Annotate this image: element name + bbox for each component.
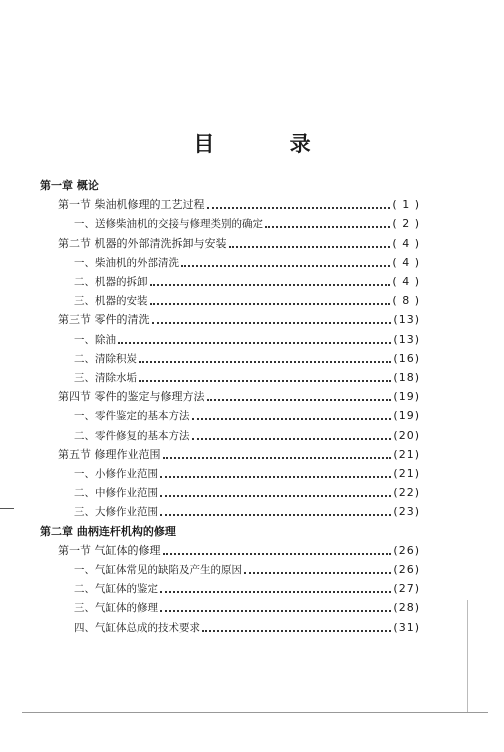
toc-entry-title: 第一节 气缸体的修理	[58, 543, 161, 557]
toc-entry-title: 二、清除积炭	[74, 352, 137, 365]
dot-leader	[163, 553, 392, 555]
toc-page-number: ( 4 )	[392, 255, 420, 269]
dot-leader	[160, 514, 391, 516]
toc-page-number: ( 4 )	[392, 275, 420, 288]
dot-leader	[160, 495, 391, 497]
toc-entry-title: 三、机器的安装	[74, 295, 148, 308]
toc-entry-title: 第二章 曲柄连杆机构的修理	[40, 524, 176, 538]
dot-leader	[163, 457, 392, 459]
dot-leader	[150, 303, 391, 305]
toc-page-number: (22)	[393, 486, 420, 500]
toc-page-number: (13)	[393, 313, 420, 327]
dot-leader	[150, 284, 391, 286]
toc-page-number: (21)	[393, 467, 420, 480]
dot-leader	[181, 265, 390, 267]
dot-leader	[192, 438, 392, 440]
toc-page-number: ( 2 )	[392, 217, 420, 231]
toc-section-row	[58, 443, 420, 462]
toc-item-row	[74, 251, 420, 270]
toc-item-row	[74, 270, 420, 289]
dot-leader	[202, 630, 391, 632]
toc-page-number: (28)	[393, 601, 420, 615]
toc-item-row	[74, 596, 420, 615]
dot-leader	[160, 610, 391, 612]
toc-entry-title: 三、大修作业范围	[74, 506, 158, 519]
toc-item-row	[74, 404, 420, 423]
dot-leader	[139, 361, 391, 363]
toc-section-row	[58, 232, 420, 251]
toc-entry-title: 一、送修柴油机的交接与修理类别的确定	[74, 218, 263, 231]
dot-leader	[244, 572, 391, 574]
toc-page-number: (19)	[393, 409, 420, 423]
toc-page-number: ( 8 )	[392, 294, 420, 308]
dot-leader	[160, 476, 391, 478]
toc-item-row	[74, 558, 420, 577]
toc-entry-title: 第五节 修理作业范围	[58, 447, 161, 461]
toc-page-number: (23)	[393, 505, 420, 519]
toc-entry-title: 二、气缸体的鉴定	[74, 583, 158, 596]
toc-entry-title: 二、机器的拆卸	[74, 276, 148, 288]
toc-section-row	[58, 193, 420, 212]
dot-leader	[207, 399, 392, 401]
toc-item-row	[74, 424, 420, 443]
page-bottom-line	[22, 712, 488, 713]
toc-page-number: (31)	[393, 620, 420, 634]
toc-entry-title: 二、零件修复的基本方法	[74, 429, 190, 442]
toc-page-number: (13)	[393, 332, 420, 346]
toc-entry-title: 第三节 零件的清洗	[58, 313, 150, 327]
toc-item-row	[74, 289, 420, 308]
toc-item-row	[74, 500, 420, 519]
toc-entry-title: 一、气缸体常见的缺陷及产生的原因	[74, 564, 242, 576]
toc-section-row	[58, 385, 420, 404]
toc-item-row	[74, 366, 420, 385]
toc-page-number: (26)	[393, 543, 420, 557]
toc-entry-title: 三、清除水垢	[74, 372, 137, 384]
toc-item-row	[74, 328, 420, 347]
toc-page-number: ( 4 )	[392, 236, 420, 250]
toc-entry-title: 第一节 柴油机修理的工艺过程	[58, 198, 205, 212]
toc-page-number: (26)	[393, 563, 420, 576]
toc-item-row	[74, 462, 420, 481]
dot-leader	[192, 418, 392, 420]
toc-entry-title: 二、中修作业范围	[74, 487, 158, 500]
dot-leader	[207, 207, 391, 209]
toc-item-row	[74, 577, 420, 596]
toc-section-row	[58, 539, 420, 558]
dot-leader	[118, 342, 391, 344]
toc-entry-title: 三、气缸体的修理	[74, 602, 158, 615]
dot-leader	[152, 322, 392, 324]
toc-entry-title: 一、小修作业范围	[74, 468, 158, 480]
toc-page-number: (27)	[393, 582, 420, 596]
toc-item-row	[74, 616, 420, 635]
toc-entry-title: 一、除油	[74, 333, 116, 346]
toc-entry-title: 一、零件鉴定的基本方法	[74, 410, 190, 423]
toc-page-number: (18)	[393, 371, 420, 384]
toc-page-number: (16)	[393, 351, 420, 365]
toc-page-number: (20)	[393, 428, 420, 442]
toc-item-row	[74, 347, 420, 366]
dot-leader	[160, 591, 391, 593]
toc-entry-title: 第二节 机器的外部清洗拆卸与安装	[58, 236, 227, 250]
toc-item-row	[74, 212, 420, 231]
toc-entry-title: 第一章 概论	[40, 179, 99, 192]
toc-item-row	[74, 481, 420, 500]
page-edge-line	[467, 600, 468, 712]
dot-leader	[265, 226, 390, 228]
toc-entry-title: 第四节 零件的鉴定与修理方法	[58, 390, 205, 404]
toc-page-number: (19)	[393, 390, 420, 404]
toc-section-row	[58, 308, 420, 327]
toc-chapter-row	[40, 520, 420, 539]
toc-entry-title: 一、柴油机的外部清洗	[74, 256, 179, 269]
toc-page-number: ( 1 )	[392, 198, 420, 212]
dot-leader	[139, 380, 391, 382]
margin-mark	[0, 508, 14, 509]
dot-leader	[229, 246, 391, 248]
toc-chapter-row	[40, 174, 420, 193]
toc-page-number: (21)	[393, 447, 420, 461]
toc-entry-title: 四、气缸体总成的技术要求	[74, 621, 200, 634]
page-title: 目 录	[193, 132, 345, 156]
